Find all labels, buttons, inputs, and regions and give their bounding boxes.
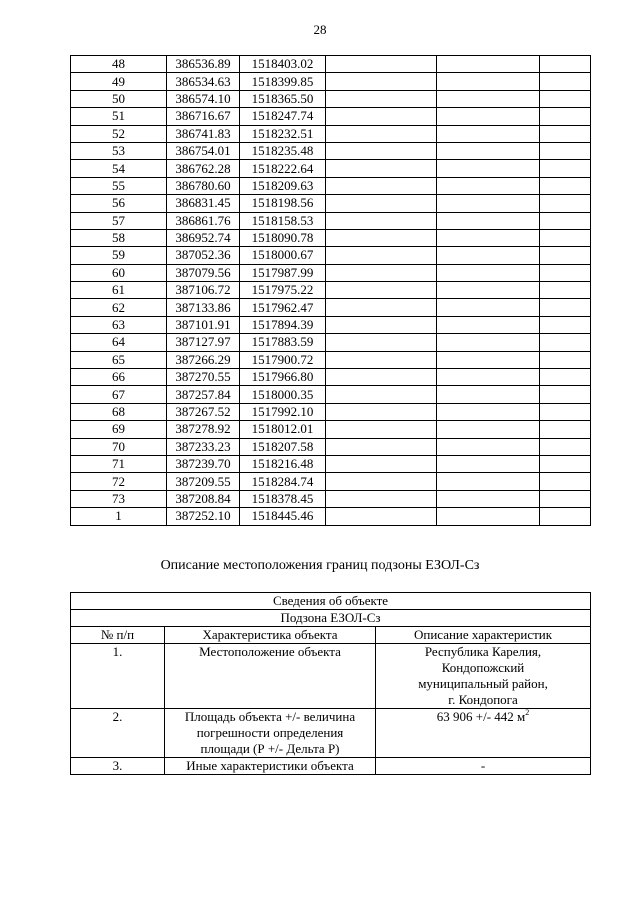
table-row (71, 438, 591, 455)
y-coordinate: 1517962.47 (240, 299, 326, 316)
x-coordinate: 387208.84 (167, 490, 240, 507)
point-number: 71 (71, 455, 167, 472)
empty-cell (326, 90, 437, 107)
empty-cell (437, 142, 540, 159)
empty-cell (540, 90, 591, 107)
row-number: 2. (71, 709, 165, 758)
x-coordinate: 386534.63 (167, 73, 240, 90)
row-number: 1. (71, 644, 165, 709)
table-row (71, 334, 591, 351)
info-table-subcaption: Подзона ЕЗОЛ-Сз (71, 610, 591, 627)
description-line: г. Кондопога (448, 692, 518, 707)
empty-cell (437, 351, 540, 368)
empty-cell (540, 386, 591, 403)
table-row (71, 299, 591, 316)
x-coordinate: 386952.74 (167, 229, 240, 246)
y-coordinate: 1518365.50 (240, 90, 326, 107)
empty-cell (540, 455, 591, 472)
empty-cell (540, 403, 591, 420)
empty-cell (437, 403, 540, 420)
empty-cell (540, 73, 591, 90)
empty-cell (326, 351, 437, 368)
point-number: 55 (71, 177, 167, 194)
point-number: 56 (71, 195, 167, 212)
table-row (71, 56, 591, 73)
empty-cell (437, 299, 540, 316)
header-characteristic: Характеристика объекта (165, 627, 376, 644)
y-coordinate: 1518000.35 (240, 386, 326, 403)
point-number: 69 (71, 421, 167, 438)
y-coordinate: 1518000.67 (240, 247, 326, 264)
x-coordinate: 387239.70 (167, 455, 240, 472)
header-number: № п/п (71, 627, 165, 644)
point-number: 73 (71, 490, 167, 507)
empty-cell (326, 212, 437, 229)
empty-cell (540, 212, 591, 229)
table-row (71, 455, 591, 472)
point-number: 52 (71, 125, 167, 142)
header-description: Описание характеристик (376, 627, 591, 644)
empty-cell (540, 369, 591, 386)
table-row (71, 369, 591, 386)
description-line: муниципальный район, (418, 676, 548, 691)
table-row (71, 282, 591, 299)
empty-cell (437, 108, 540, 125)
empty-cell (437, 56, 540, 73)
table-row (71, 247, 591, 264)
point-number: 70 (71, 438, 167, 455)
point-number: 61 (71, 282, 167, 299)
x-coordinate: 387252.10 (167, 508, 240, 525)
empty-cell (326, 473, 437, 490)
x-coordinate: 387278.92 (167, 421, 240, 438)
empty-cell (437, 177, 540, 194)
x-coordinate: 386754.01 (167, 142, 240, 159)
point-number: 49 (71, 73, 167, 90)
empty-cell (540, 282, 591, 299)
table-row (71, 177, 591, 194)
table-row (71, 229, 591, 246)
y-coordinate: 1518222.64 (240, 160, 326, 177)
x-coordinate: 387233.23 (167, 438, 240, 455)
x-coordinate: 387257.84 (167, 386, 240, 403)
description-line: Кондопожский (441, 660, 525, 675)
table-row (71, 125, 591, 142)
empty-cell (326, 142, 437, 159)
x-coordinate: 386574.10 (167, 90, 240, 107)
y-coordinate: 1517987.99 (240, 264, 326, 281)
table-row (71, 316, 591, 333)
table-row (71, 108, 591, 125)
y-coordinate: 1518247.74 (240, 108, 326, 125)
empty-cell (437, 438, 540, 455)
y-coordinate: 1518235.48 (240, 142, 326, 159)
empty-cell (437, 490, 540, 507)
y-coordinate: 1518399.85 (240, 73, 326, 90)
point-number: 51 (71, 108, 167, 125)
table-row (71, 160, 591, 177)
table-row (71, 473, 591, 490)
y-coordinate: 1518378.45 (240, 490, 326, 507)
empty-cell (540, 195, 591, 212)
point-number: 66 (71, 369, 167, 386)
table-row (71, 508, 591, 525)
characteristic-line: Площадь объекта +/- величина (184, 709, 356, 724)
y-coordinate: 1518198.56 (240, 195, 326, 212)
y-coordinate: 1518158.53 (240, 212, 326, 229)
x-coordinate: 387266.29 (167, 351, 240, 368)
point-number: 72 (71, 473, 167, 490)
info-row (71, 709, 591, 758)
y-coordinate: 1518403.02 (240, 56, 326, 73)
empty-cell (326, 438, 437, 455)
empty-cell (540, 229, 591, 246)
y-coordinate: 1518232.51 (240, 125, 326, 142)
empty-cell (437, 73, 540, 90)
x-coordinate: 387127.97 (167, 334, 240, 351)
area-value-cell (376, 709, 591, 758)
point-number: 67 (71, 386, 167, 403)
y-coordinate: 1517900.72 (240, 351, 326, 368)
x-coordinate: 386780.60 (167, 177, 240, 194)
area-unit-superscript: 2 (525, 708, 530, 717)
table-row (71, 264, 591, 281)
empty-cell (437, 229, 540, 246)
empty-cell (540, 299, 591, 316)
row-description: - (376, 758, 591, 775)
empty-cell (326, 195, 437, 212)
empty-cell (540, 438, 591, 455)
x-coordinate: 387133.86 (167, 299, 240, 316)
empty-cell (437, 247, 540, 264)
empty-cell (540, 508, 591, 525)
point-number: 50 (71, 90, 167, 107)
x-coordinate: 386762.28 (167, 160, 240, 177)
table-row (71, 73, 591, 90)
x-coordinate: 386536.89 (167, 56, 240, 73)
empty-cell (326, 177, 437, 194)
empty-cell (540, 160, 591, 177)
table-row (71, 351, 591, 368)
empty-cell (326, 108, 437, 125)
empty-cell (437, 473, 540, 490)
point-number: 59 (71, 247, 167, 264)
area-value: 63 906 +/- 442 м (436, 709, 526, 724)
empty-cell (326, 247, 437, 264)
point-number: 54 (71, 160, 167, 177)
y-coordinate: 1517992.10 (240, 403, 326, 420)
point-number: 48 (71, 56, 167, 73)
empty-cell (540, 473, 591, 490)
x-coordinate: 386716.67 (167, 108, 240, 125)
empty-cell (326, 316, 437, 333)
y-coordinate: 1518284.74 (240, 473, 326, 490)
empty-cell (326, 508, 437, 525)
empty-cell (326, 455, 437, 472)
empty-cell (326, 334, 437, 351)
x-coordinate: 387267.52 (167, 403, 240, 420)
empty-cell (437, 125, 540, 142)
table-row (71, 142, 591, 159)
row-number: 3. (71, 758, 165, 775)
point-number: 60 (71, 264, 167, 281)
empty-cell (326, 403, 437, 420)
empty-cell (540, 334, 591, 351)
page-number: 28 (313, 22, 327, 37)
y-coordinate: 1518090.78 (240, 229, 326, 246)
row-description (376, 644, 591, 709)
section-heading: Описание местоположения границ подзоны ЕЗОЛ-Сз (160, 558, 480, 573)
table-row (71, 386, 591, 403)
x-coordinate: 387270.55 (167, 369, 240, 386)
empty-cell (437, 264, 540, 281)
empty-cell (437, 334, 540, 351)
point-number: 63 (71, 316, 167, 333)
table-row (71, 403, 591, 420)
empty-cell (437, 316, 540, 333)
table-row (71, 212, 591, 229)
y-coordinate: 1518445.46 (240, 508, 326, 525)
empty-cell (540, 264, 591, 281)
empty-cell (540, 247, 591, 264)
table-row (71, 490, 591, 507)
empty-cell (437, 386, 540, 403)
table-row (71, 421, 591, 438)
row-characteristic (165, 709, 376, 758)
empty-cell (437, 90, 540, 107)
info-row (71, 644, 591, 709)
y-coordinate: 1518207.58 (240, 438, 326, 455)
empty-cell (326, 490, 437, 507)
empty-cell (326, 299, 437, 316)
empty-cell (326, 56, 437, 73)
point-number: 65 (71, 351, 167, 368)
characteristic-line: погрешности определения (196, 725, 344, 740)
empty-cell (540, 421, 591, 438)
info-row (71, 758, 591, 775)
empty-cell (540, 490, 591, 507)
x-coordinate: 387052.36 (167, 247, 240, 264)
empty-cell (326, 229, 437, 246)
x-coordinate: 386861.76 (167, 212, 240, 229)
empty-cell (437, 195, 540, 212)
empty-cell (326, 386, 437, 403)
empty-cell (326, 421, 437, 438)
empty-cell (326, 369, 437, 386)
point-number: 58 (71, 229, 167, 246)
y-coordinate: 1517966.80 (240, 369, 326, 386)
point-number: 64 (71, 334, 167, 351)
y-coordinate: 1518216.48 (240, 455, 326, 472)
description-line: Республика Карелия, (424, 644, 542, 659)
table-row (71, 90, 591, 107)
characteristic-line: площади (Р +/- Дельта Р) (200, 741, 340, 756)
empty-cell (540, 351, 591, 368)
empty-cell (326, 160, 437, 177)
empty-cell (437, 508, 540, 525)
x-coordinate: 387209.55 (167, 473, 240, 490)
point-number: 68 (71, 403, 167, 420)
empty-cell (540, 316, 591, 333)
empty-cell (540, 108, 591, 125)
empty-cell (437, 421, 540, 438)
row-characteristic: Иные характеристики объекта (165, 758, 376, 775)
empty-cell (540, 56, 591, 73)
x-coordinate: 386831.45 (167, 195, 240, 212)
empty-cell (326, 125, 437, 142)
empty-cell (540, 142, 591, 159)
point-number: 57 (71, 212, 167, 229)
empty-cell (437, 369, 540, 386)
point-number: 62 (71, 299, 167, 316)
y-coordinate: 1518209.63 (240, 177, 326, 194)
point-number: 53 (71, 142, 167, 159)
info-table-caption: Сведения об объекте (71, 593, 591, 610)
x-coordinate: 386741.83 (167, 125, 240, 142)
empty-cell (540, 177, 591, 194)
table-row (71, 195, 591, 212)
object-info-table (70, 592, 591, 775)
empty-cell (540, 125, 591, 142)
y-coordinate: 1517883.59 (240, 334, 326, 351)
empty-cell (326, 73, 437, 90)
empty-cell (437, 160, 540, 177)
coordinates-table (70, 55, 591, 526)
point-number: 1 (71, 508, 167, 525)
empty-cell (437, 455, 540, 472)
x-coordinate: 387101.91 (167, 316, 240, 333)
empty-cell (326, 282, 437, 299)
empty-cell (437, 212, 540, 229)
x-coordinate: 387079.56 (167, 264, 240, 281)
x-coordinate: 387106.72 (167, 282, 240, 299)
y-coordinate: 1518012.01 (240, 421, 326, 438)
row-characteristic: Местоположение объекта (165, 644, 376, 709)
y-coordinate: 1517975.22 (240, 282, 326, 299)
y-coordinate: 1517894.39 (240, 316, 326, 333)
empty-cell (437, 282, 540, 299)
empty-cell (326, 264, 437, 281)
